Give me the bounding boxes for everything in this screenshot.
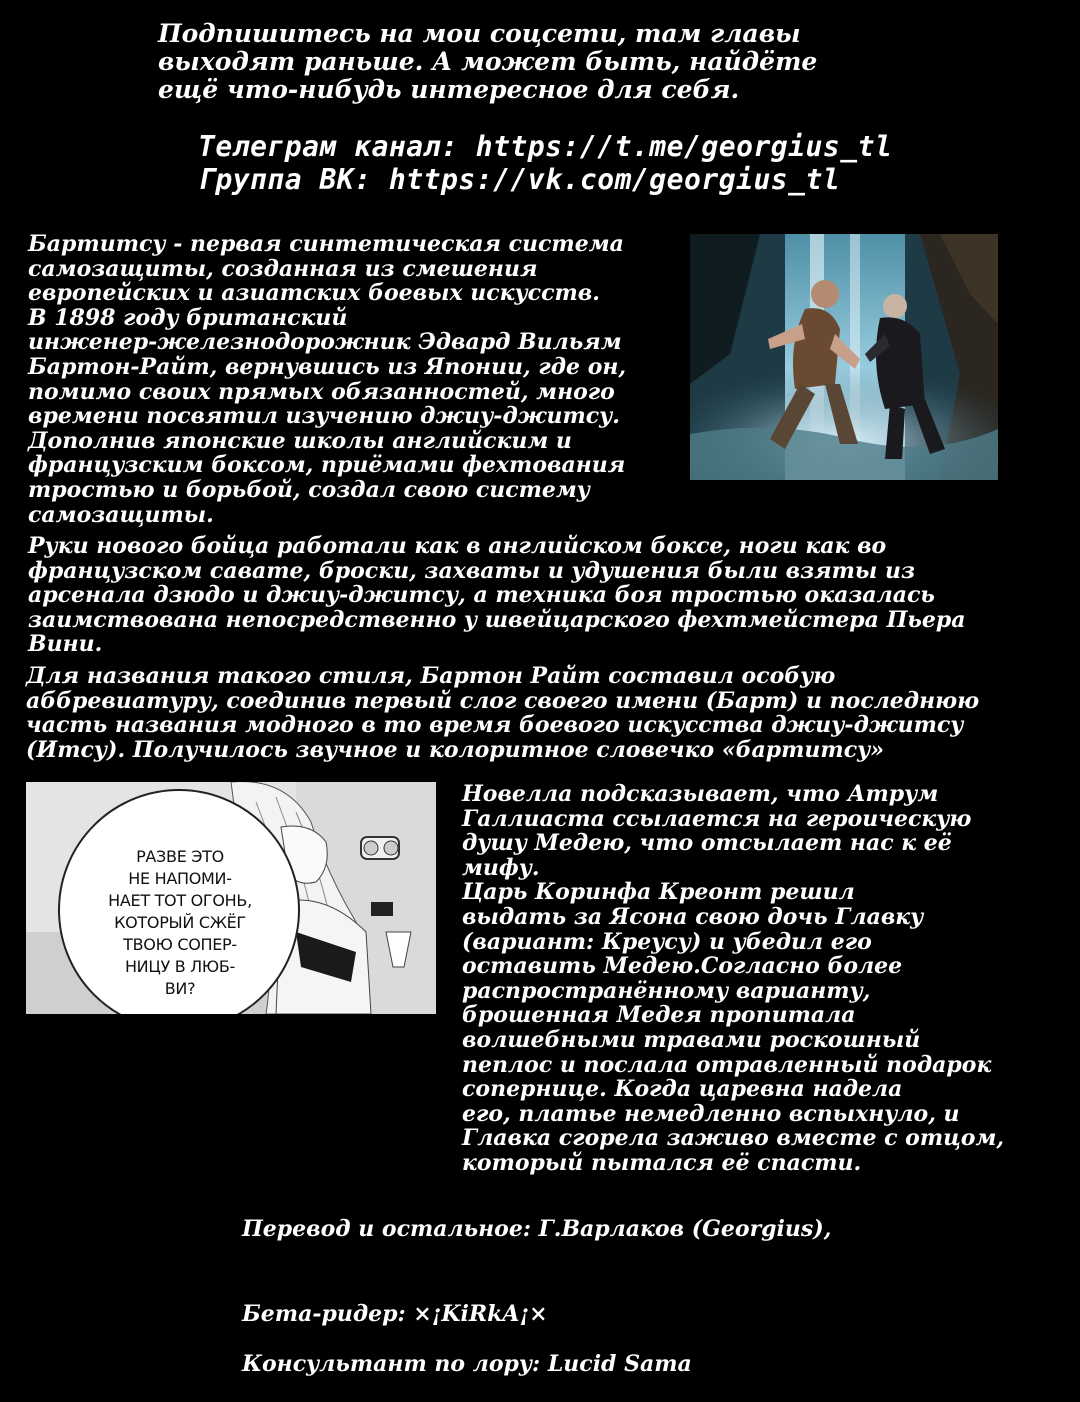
credits <box>242 1192 1062 1402</box>
credits-lore-consultant: Консультант по лору: Lucid Sama <box>242 1351 692 1377</box>
credits-translator: Перевод и остальное: Г.Варлаков (Georgius), <box>242 1216 832 1242</box>
waterfall-fight-photo <box>690 234 998 480</box>
name-origin-paragraph: Для названия такого стиля, Бартон Райт составил особую аббревиатуру, соединив первый слог своего имени (Барт) и последнюю часть названия модного в то время боевого искусства джиу-джитсу (Итсу). Получилось звучное и колоритное словечко «бартитсу» <box>26 663 980 763</box>
speech-bubble-text: РАЗВЕ ЭТО НЕ НАПОМИ- НАЕТ ТОТ ОГОНЬ, КОТОРЫЙ СЖЁГ ТВОЮ СОПЕР- НИЦУ В ЛЮБ- ВИ? <box>108 847 252 998</box>
manga-panel <box>26 782 436 1014</box>
fighting-style-paragraph: Руки нового бойца работали как в английском боксе, ноги как во французском савате, броски, захваты и удушения были взяты из арсенала дзюдо и джиу-джитсу, а техника боя тростью оказалась заимствована непосредственно у швейцарского фехтмейстера Пьера Вини. <box>28 533 966 658</box>
social-links[interactable]: Телеграм канал: https://t.me/georgius_tl Группа ВК: https://vk.com/georgius_tl <box>198 130 893 196</box>
bartitsu-paragraph: Бартитсу - первая синтетическая система самозащиты, созданная из смешения европейских и азиатских боевых искусств. В 1898 году британский инженер-железнодорожник Эдвард Вильям Бартон-Райт, вернувшись из Японии, где он, помимо своих прямых обязанностей, много времени посвятил изучению джиу-джитсу. Дополнив японские школы английским и французским боксом, приёмами фехтования тростью и борьбой, создал свою систему самозащиты. <box>28 231 627 528</box>
subscribe-text: Подпишитесь на мои соцсети, там главы выходят раньше. А может быть, найдёте ещё что-нибудь интересное для себя. <box>158 19 818 104</box>
credits-beta-reader: Бета-ридер: ×¡KiRkA¡× <box>242 1301 548 1327</box>
medea-paragraph: Новелла подсказывает, что Атрум Галлиаста ссылается на героическую душу Медею, что отсылает нас к её мифу. Царь Коринфа Креонт решил выдать за Ясона свою дочь Главку (вариант: Креусу) и убедил его оставить Медею.Согласно более распространённому варианту, брошенная Медея пропитала волшебными травами роскошный пеплос и послала отравленный подарок сопернице. Когда царевна надела его, платье немедленно вспыхнуло, и Главка сгорела заживо вместе с отцом, который пытался её спасти. <box>462 781 1005 1176</box>
